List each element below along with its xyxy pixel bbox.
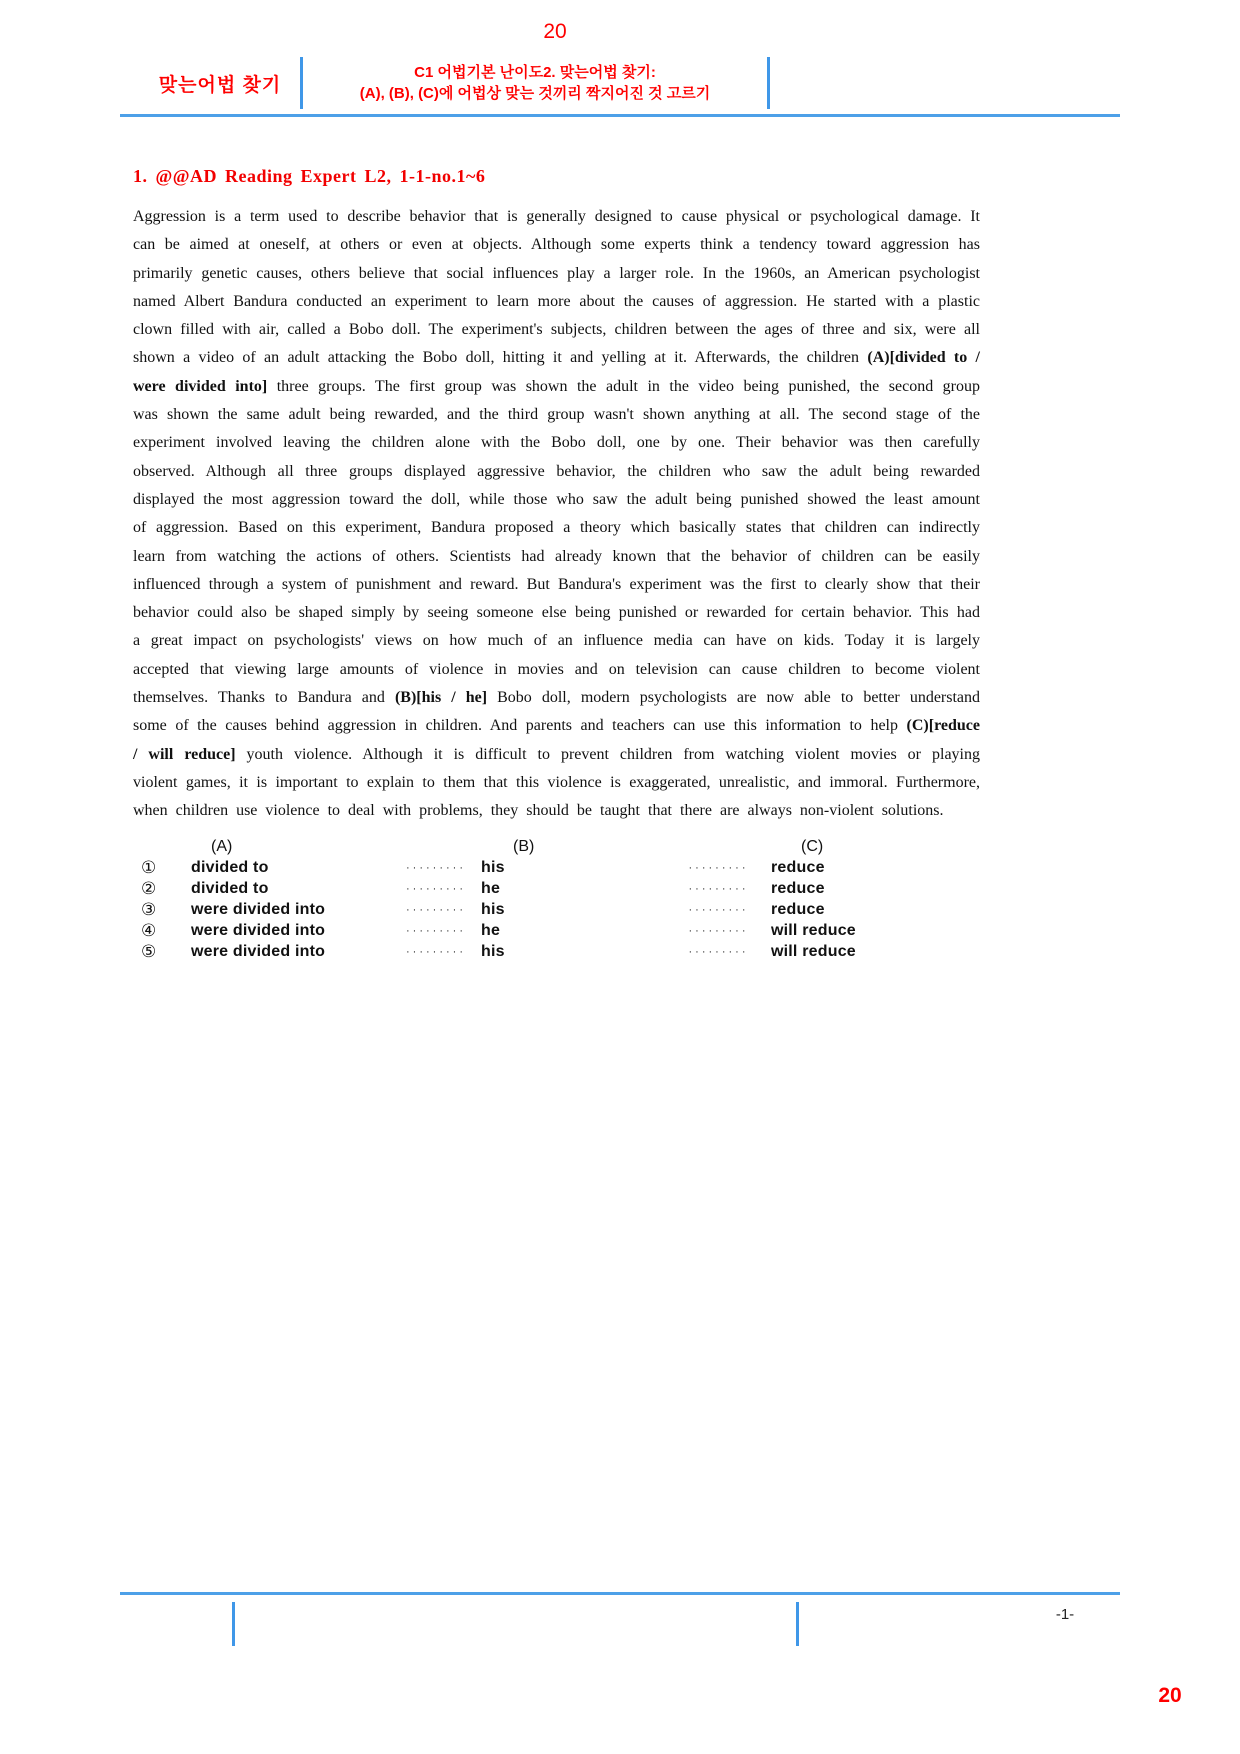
header-category-label: 맞는어법 찾기 [158,74,282,96]
question-title: 1. @@AD Reading Expert L2, 1-1-no.1~6 [133,166,486,186]
choice-number: ① [141,858,157,878]
header-subtitle [303,62,767,104]
dots-separator: ········· [406,946,466,959]
passage-text: Bobo doll, modern psychologists are now able to better understand some of the causes behind aggression in children. And parents and teachers can use this information to help [133,689,981,735]
header-subtitle-line1: C1 어법기본 난이도2. 맞는어법 찾기: [414,64,656,81]
dots-separator: ········· [688,925,749,938]
header [140,55,770,111]
choice-b: his [481,901,505,919]
choices-column-header-a: (A) [211,837,233,855]
passage-text: Aggression is a term used to describe behavior that is generally designed to cause physical or psychological damage. It can be aimed at oneself, at others or even at objects. Although some experts think a tendency toward aggression has primarily genetic causes, others believe that social influences play a larger role. In the 1960s, an American psychologist named Albert Bandura conducted an experiment to learn more about the causes of aggression. He started with a plastic clown filled with air, called a Bobo doll. The experiment's subjects, children between the ages of three and six, were all shown a video of an adult attacking the Bobo doll, hitting it and yelling at it. Afterwards, the children [133,208,980,367]
choice-number: ⑤ [141,942,157,962]
passage-text: youth violence. Although it is difficult to prevent children from watching violent movies or playing violent games, it is important to explain to them that this violence is exaggerated, unrealistic, and immoral. Furthermore, when children use violence to deal with problems, they should be taught that there are always non-violent solutions. [133,745,980,820]
choice-number: ② [141,879,157,899]
dots-separator: ········· [406,862,466,875]
choice-a: divided to [191,880,269,898]
dots-separator: ········· [688,904,749,917]
choice-a: were divided into [191,943,326,961]
grammar-choice-inline: (A)[divided to / were divided into] [133,349,980,395]
choices-table [133,836,980,963]
choice-row [133,858,980,879]
grammar-choice-inline: (C)[reduce / will reduce] [133,717,980,763]
header-divider-right [767,57,770,109]
choices-header-row [133,836,980,858]
choice-c: reduce [771,880,825,898]
choice-a: were divided into [191,922,326,940]
choice-row [133,900,980,921]
choice-b: his [481,859,505,877]
choices-column-header-c: (C) [801,837,824,855]
footer-rule [120,1592,1120,1595]
choices-column-header-b: (B) [513,837,535,855]
choice-a: divided to [191,859,269,877]
choice-c: will reduce [771,922,856,940]
choice-row [133,942,980,963]
choice-c: reduce [771,859,825,877]
passage-text: three groups. The first group was shown the adult in the video being punished, the second group was shown the same adult being rewarded, and the third group wasn't shown anything at all. The second stage of the experiment involved leaving the children alone with the Bobo doll, one by one. Their behavior was then carefully observed. Although all three groups displayed aggressive behavior, the children who saw the adult being rewarded displayed the most aggression toward the doll, while those who saw the adult being punished showed the least amount of aggression. Based on this experiment, Bandura proposed a theory which basically states that children can indirectly learn from watching the actions of others. Scientists had already known that the behavior of children can be easily influenced through a system of punishment and reward. But Bandura's experiment was the first to clearly show that their behavior could also be shaped simply by seeing someone else being punished or rewarded for certain behavior. This had a great impact on psychologists' views on how much of an influence media can have on kids. Today it is largely accepted that viewing large amounts of violence in movies and on television can cause children to become violent themselves. Thanks to Bandura and [133,377,980,707]
choice-a: were divided into [191,901,326,919]
choice-row [133,879,980,900]
header-subtitle-line2: (A), (B), (C)에 어법상 맞는 것끼리 짝지어진 것 고르기 [359,85,711,102]
bottom-page-number: 20 [1158,1684,1182,1707]
dots-separator: ········· [688,862,749,875]
top-page-number: 20 [543,20,567,43]
choice-number: ③ [141,900,157,920]
footer-tick-right [796,1602,799,1646]
choice-c: reduce [771,901,825,919]
choice-b: he [481,880,501,898]
dots-separator: ········· [406,925,466,938]
dots-separator: ········· [406,883,466,896]
footer-tick-left [232,1602,235,1646]
dots-separator: ········· [406,904,466,917]
dots-separator: ········· [688,883,749,896]
grammar-choice-inline: (B)[his / he] [394,689,488,707]
footer-page-number: -1- [1055,1606,1075,1623]
question-block [133,166,980,963]
choice-b: his [481,943,505,961]
choice-row [133,921,980,942]
choice-b: he [481,922,501,940]
dots-separator: ········· [688,946,749,959]
header-rule [120,114,1120,117]
passage [133,203,980,826]
choice-number: ④ [141,921,157,941]
choice-c: will reduce [771,943,856,961]
